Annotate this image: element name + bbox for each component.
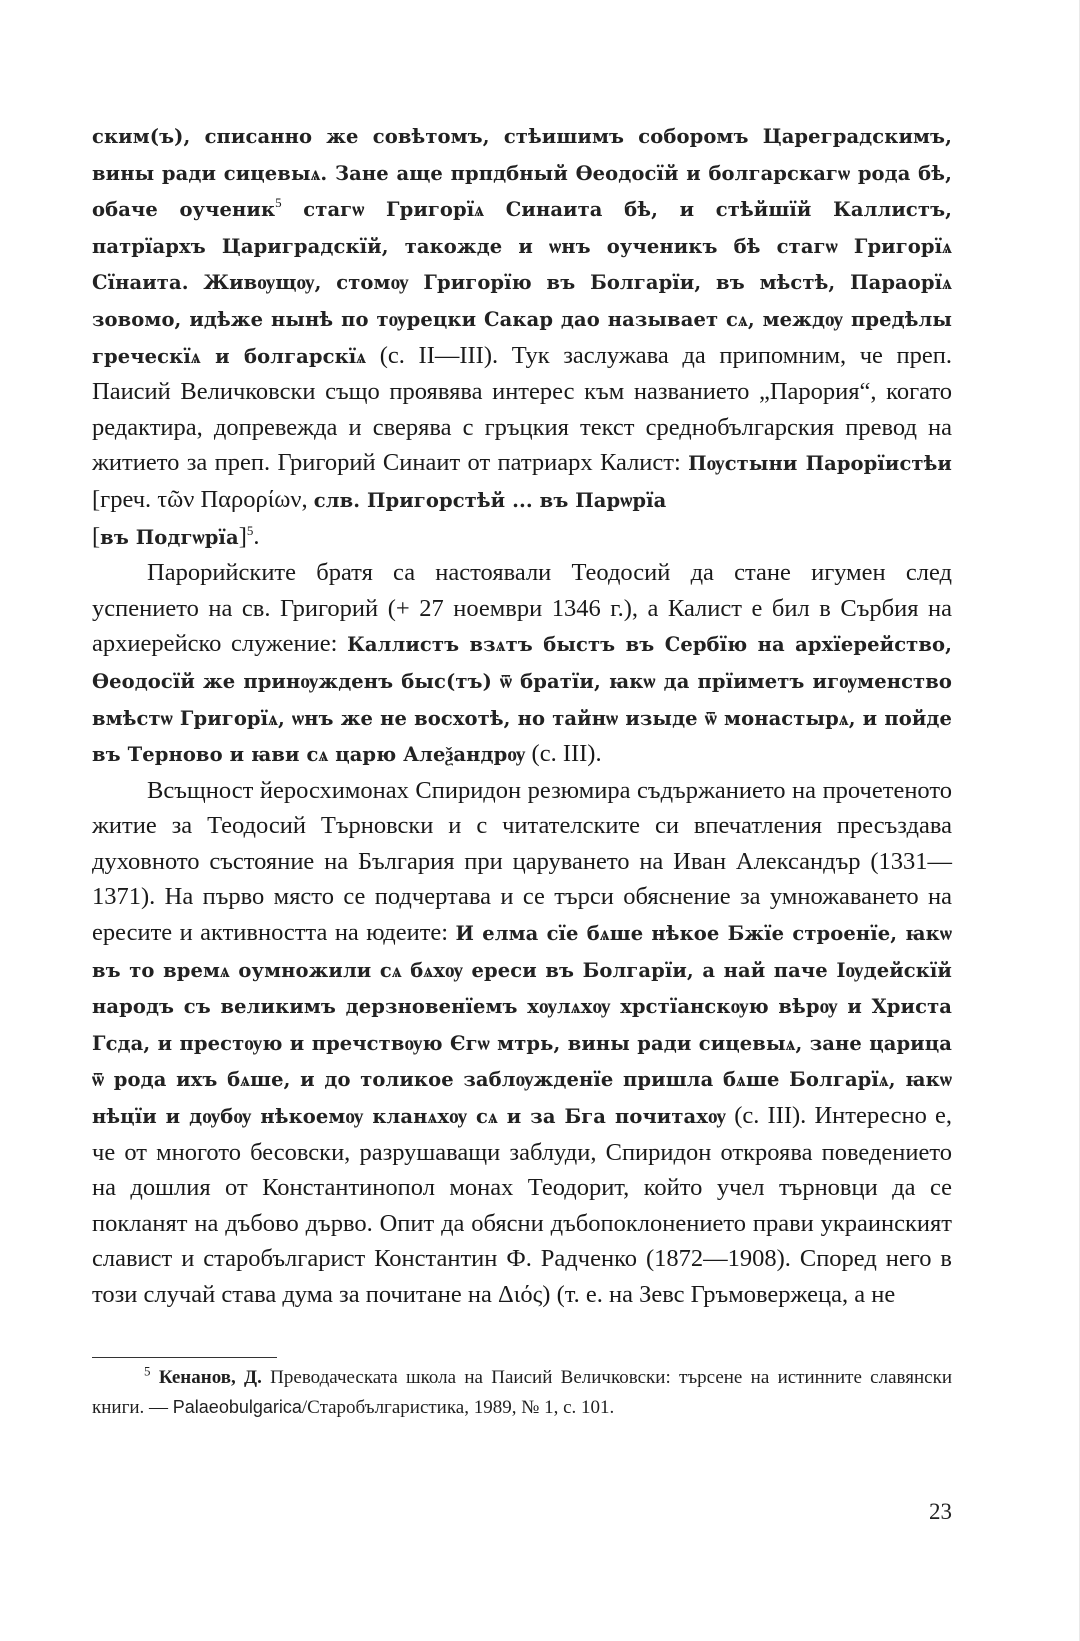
footnote-journal: Palaeobulgarica xyxy=(172,1396,302,1417)
paragraph-1 xyxy=(92,118,952,555)
footnote-number: 5 xyxy=(144,1363,151,1379)
footnote-separator xyxy=(92,1357,277,1358)
body-text: ] xyxy=(238,522,247,550)
footnote-text: Преводаческата школа на Паисий Величковски: търсене на истинните славянски книги. — xyxy=(92,1367,952,1418)
page-number: 23 xyxy=(929,1499,952,1524)
footnote-reference: 5 xyxy=(246,522,254,538)
church-slavonic-quote: ским(ъ), списанно же совѣтомъ, стѣишимъ соборомъ Цареградскимъ, вины ради сицевыѧ. Зане аще прпдбный Ѳеодосїй и болгарскагѡ рода бѣ, обаче оученик xyxy=(92,125,952,222)
church-slavonic-quote: слв. Пригорстѣй ... въ Парѡрїа xyxy=(313,488,667,512)
church-slavonic-quote: стагѡ Григорїѧ Синаита бѣ, и стѣйшїй Каллистъ, патрїархъ Цариградскїй, такожде и ѡнъ оученикъ бѣ стагѡ Григорїѧ Сїнаита. Живѹщѹ, стомѹ Григорїю въ Болгарїи, въ мѣстѣ, Параорїѧ зовомо, идѣже нынѣ по тѹрецки Сакар дао называет сѧ, междѹ предѣлы греческїѧ и болгарскїѧ xyxy=(92,198,953,368)
church-slavonic-quote: Пѹстыни Парорїистѣи xyxy=(688,452,952,476)
body-text: Парорийските братя са настоявали Теодосий да стане игумен след успението на св. Григорий (+ 27 ноември 1346 г.), а Калист е бил в Сърбия на архиерейско служение: xyxy=(92,559,952,658)
footnote-text: /Старобългаристика, 1989, № 1, с. 101. xyxy=(301,1396,615,1418)
church-slavonic-quote: въ Подгѡрїа xyxy=(100,525,239,549)
footnote-reference: 5 xyxy=(275,195,282,211)
church-slavonic-quote: И елма сїе бѧше нѣкое Бжїе строенїе, ꙗкѡ въ то времѧ оумножили сѧ бѧхѹ ереси въ Болгарїи, а най паче Іѹдейскїй народъ съ великимъ дерзновенїемъ хѹлѧхѹ хрстїанскѹю вѣрѹ и Христа Гсда, и престѹю и пречствѹю Єгѡ мтрь, вины ради сицевыѧ, зане царица ѿ рода ихъ бѧше, и до толикое заблѹжденїе пришла бѧше Болгарїѧ, ꙗкѡ нѣцїи и дѹбѹ нѣкоемѹ кланѧхѹ сѧ и за Бга почитахѹ xyxy=(92,922,953,1129)
footnote xyxy=(92,1364,952,1422)
body-text: (с. III). Интересно е, че от многото бесовски, разрушаващи заблуди, Спиридон откроява поведението на дошлия от Константинопол монах Теодорит, който учел търновци да се покланят на дъбово дърво. Опит да обясни дъбопоклонението прави украинският славист и старобългарист Константин Ф. Радченко (1872—1908). Според него в този случай става дума за почитане на Διός) (т. е. на Зевс Гръмовержеца, а не xyxy=(92,1102,952,1308)
main-text xyxy=(92,118,952,1313)
church-slavonic-quote: Каллистъ взѧтъ быстъ въ Сербїю на архїерейство, Ѳеодосїй же принѹжденъ быс(тъ) ѿ братїи, ꙗкѡ да прїиметъ игѹменство вмѣстѡ Григорїѧ, ѡнъ же не восхотѣ, но тайнѡ изыде ѿ монастырѧ, и пойде въ Терново и ꙗви сѧ царю Алеѯандрѹ xyxy=(92,633,952,767)
body-text: (с. III). xyxy=(525,740,602,768)
paragraph-3 xyxy=(92,773,952,1313)
body-text: (с. II—III). Тук заслужава да припомним, че преп. Паисий Величковски също проявява интерес към названието „Парория“, когато редактира, допревежда и сверява с гръцкия текст среднобългарския превод на житието за преп. Григорий Синаит от патриарх Калист: xyxy=(92,341,952,477)
paragraph-2 xyxy=(92,555,952,773)
footnote-author: Кенанов, Д. xyxy=(158,1367,262,1388)
body-text: [ xyxy=(92,522,101,550)
body-text: [греч. τῶν Παρορίων, xyxy=(92,485,314,513)
body-text: Всъщност йеросхимонах Спиридон резюмира съдържанието на прочетеното житие за Теодосий Търновски и с читателските си впечатления пресъздава духовното състояние на България при царуването на Иван Александър (1331—1371). На първо място се подчертава и се търси обяснение за умножаването на ересите и активността на юдеите: xyxy=(92,776,952,947)
body-text: . xyxy=(253,522,260,550)
